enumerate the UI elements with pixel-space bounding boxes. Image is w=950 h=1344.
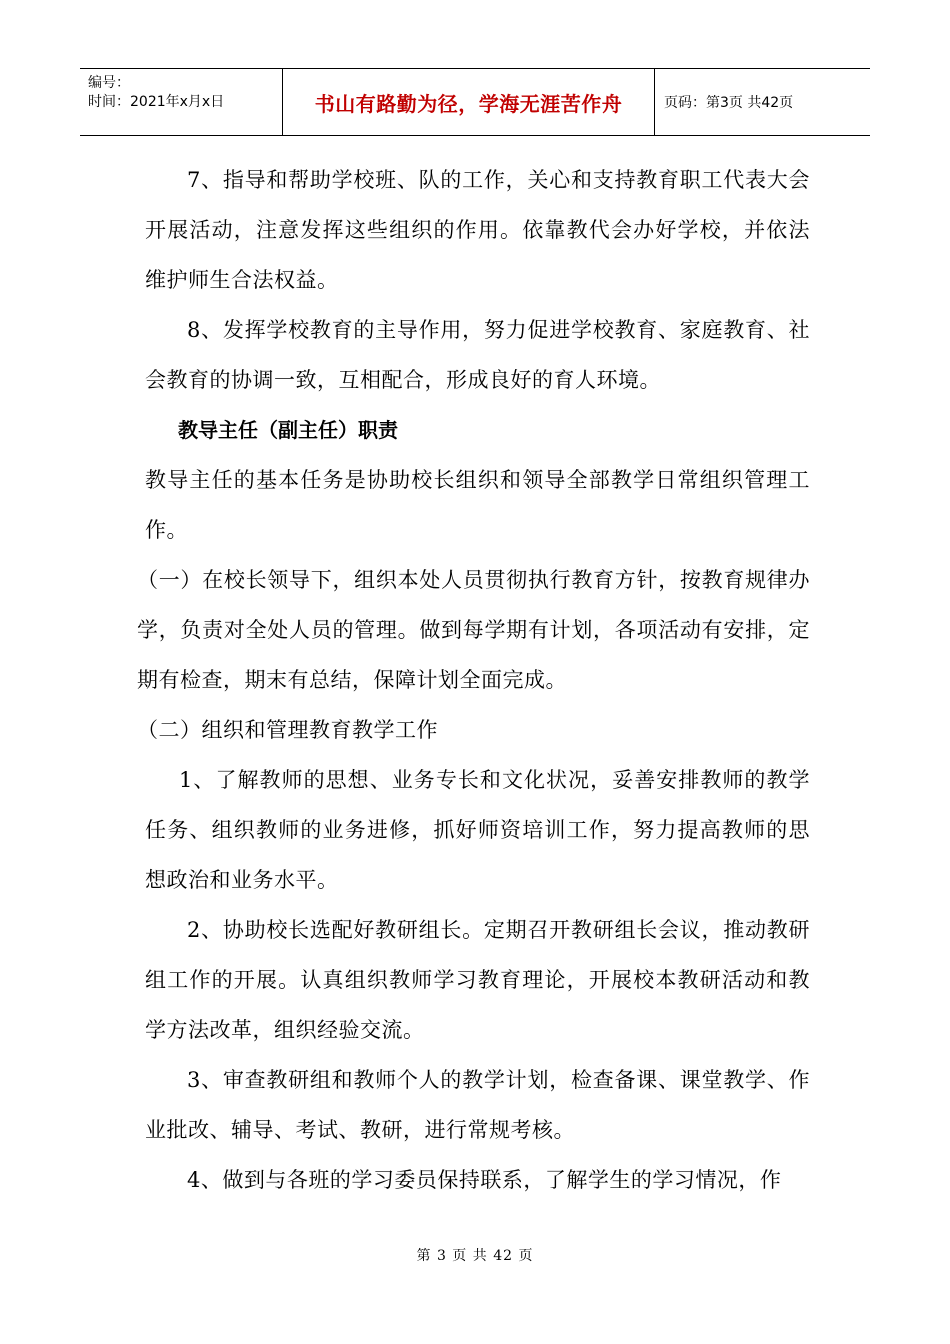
header-page-label: 页码：第3页 共42页 — [664, 95, 794, 111]
paragraph-item-4: 4、做到与各班的学习委员保持联系，了解学生的学习情况，作 — [187, 1168, 782, 1192]
paragraph-section-1: （一）在校长领导下，组织本处人员贯彻执行教育方针，按教育规律办学，负责对全处人员的管理。做到每学期有计划，各项活动有安排，定期有检查，期末有总结，保障计划全面完成。 — [137, 568, 810, 692]
document-body — [137, 155, 810, 1205]
paragraph-item-2: 2、协助校长选配好教研组长。定期召开教研组长会议，推动教研组工作的开展。认真组织教师学习教育理论，开展校本教研活动和教学方法改革，组织经验交流。 — [145, 918, 810, 1042]
page-footer: 第 3 页 共 42 页 — [416, 1248, 534, 1264]
header-meta — [80, 69, 283, 135]
code-label: 编号： — [88, 75, 130, 91]
section-heading: 教导主任（副主任）职责 — [178, 418, 398, 442]
page-header — [80, 68, 870, 136]
paragraph-item-7: 7、指导和帮助学校班、队的工作，关心和支持教育职工代表大会开展活动，注意发挥这些组织的作用。依靠教代会办好学校，并依法维护师生合法权益。 — [145, 168, 810, 292]
paragraph-item-8: 8、发挥学校教育的主导作用，努力促进学校教育、家庭教育、社会教育的协调一致，互相配合，形成良好的育人环境。 — [145, 318, 810, 392]
paragraph-section-2: （二）组织和管理教育教学工作 — [137, 718, 438, 742]
paragraph-intro: 教导主任的基本任务是协助校长组织和领导全部教学日常组织管理工作。 — [145, 468, 810, 542]
paragraph-item-3: 3、审查教研组和教师个人的教学计划，检查备课、课堂教学、作业批改、辅导、考试、教研，进行常规考核。 — [145, 1068, 810, 1142]
header-motto: 书山有路勤为径，学海无涯苦作舟 — [283, 69, 655, 135]
paragraph-item-1: 1、了解教师的思想、业务专长和文化状况，妥善安排教师的教学任务、组织教师的业务进修，抓好师资培训工作，努力提高教师的思想政治和业务水平。 — [145, 768, 810, 892]
time-label: 时间：2021年x月x日 — [88, 94, 225, 110]
